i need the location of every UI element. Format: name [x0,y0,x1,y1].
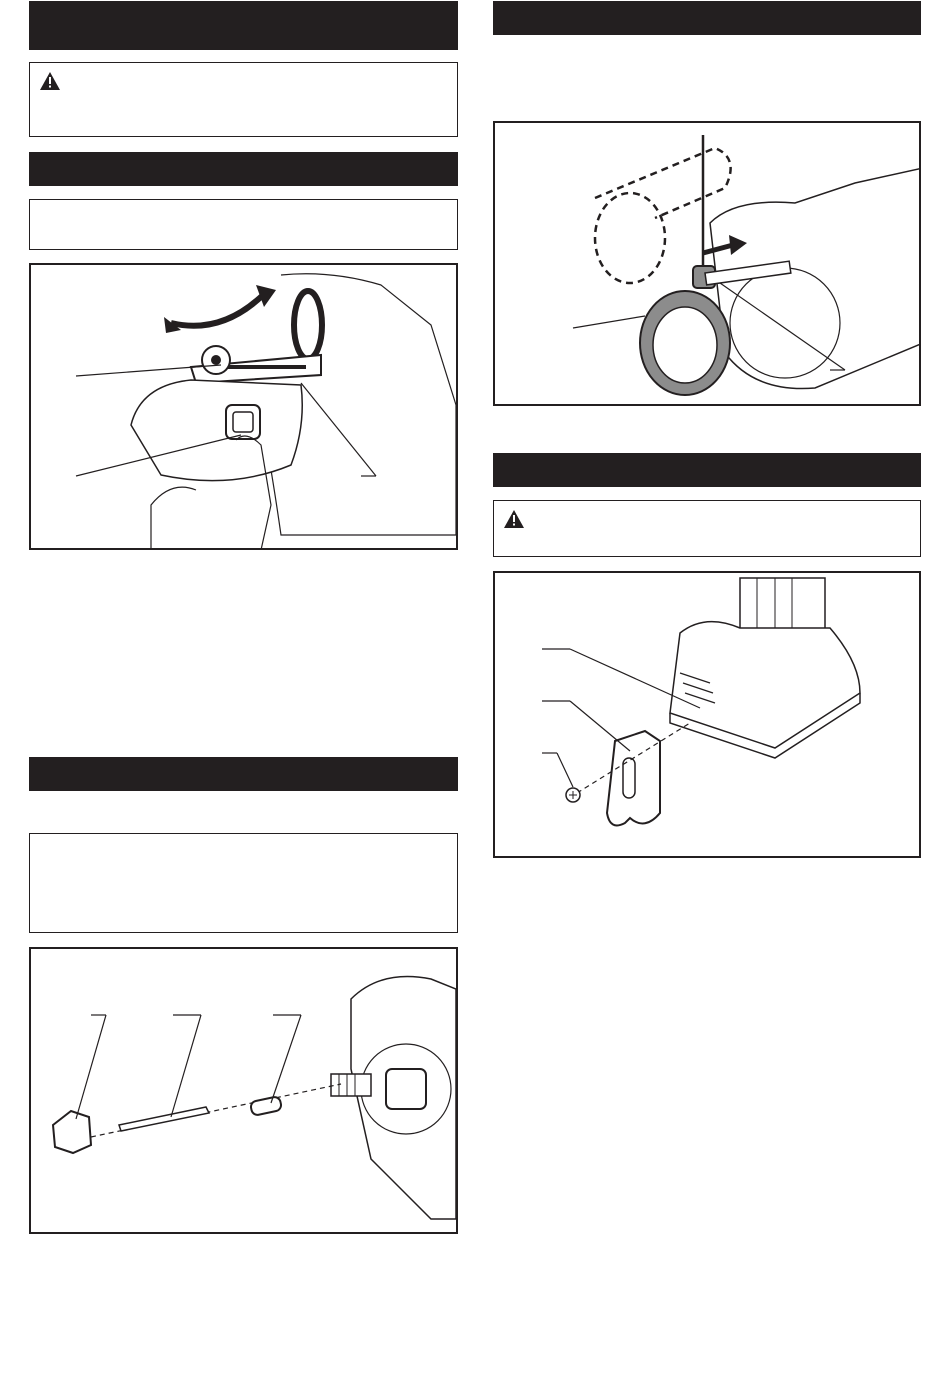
warning-box-right [493,500,921,557]
section-header-2 [29,152,458,186]
section-header-3 [29,757,458,791]
hook-installation-illustration [495,573,921,858]
collet-nut-bit-sleeve-illustration [31,949,458,1234]
section-header-5 [493,453,921,487]
figure-wrench-shaft-lock [29,263,458,550]
figure-wrench-storage [493,121,921,406]
warning-box-left [29,62,458,137]
note-box-2 [29,833,458,933]
section-header-1 [29,1,458,50]
warning-triangle-icon [503,509,525,529]
wrench-shaft-lock-illustration [31,265,458,550]
wrench-storage-illustration [495,123,921,406]
figure-collet-assembly [29,947,458,1234]
warning-triangle-icon [39,71,61,91]
section-header-4 [493,1,921,35]
note-box-1 [29,199,458,250]
figure-hook-installation [493,571,921,858]
